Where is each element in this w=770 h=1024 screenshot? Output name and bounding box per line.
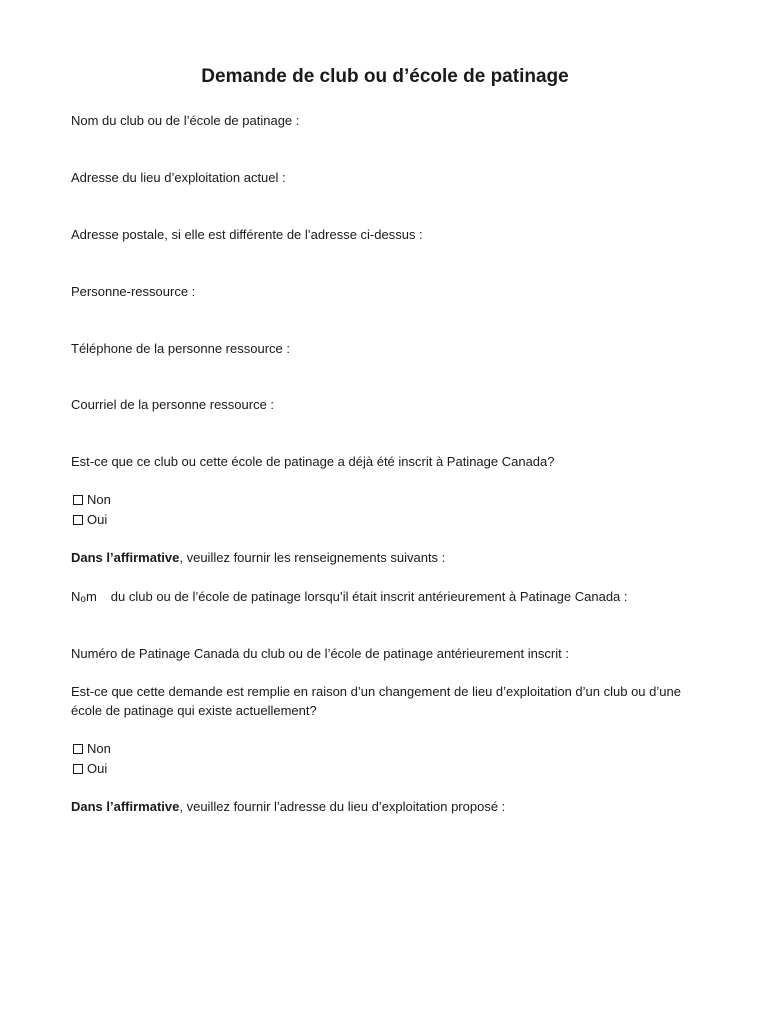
mailing-address-label: Adresse postale, si elle est différente de l’adresse ci-dessus : xyxy=(71,227,423,242)
option-no-row[interactable] xyxy=(73,490,111,509)
option-yes-row[interactable] xyxy=(73,510,107,529)
contact-phone-label: Téléphone de la personne ressource : xyxy=(71,341,290,356)
option-no-label: Non xyxy=(87,492,111,507)
contact-email-label: Courriel de la personne ressource : xyxy=(71,397,275,412)
option-no-label-2: Non xyxy=(87,741,111,756)
current-address-label: Adresse du lieu d’exploitation actuel : xyxy=(71,170,286,185)
if-yes-instructions-2 xyxy=(71,797,710,816)
contact-person-label: Personne-ressource : xyxy=(71,284,196,299)
checkbox-yes-2[interactable] xyxy=(73,764,83,774)
checkbox-no[interactable] xyxy=(73,495,83,505)
if-yes-rest-2: , veuillez fournir l’adresse du lieu d’exploitation proposé : xyxy=(179,799,506,814)
option-no-row-2[interactable] xyxy=(73,739,111,758)
if-yes-bold: Dans l’affirmative xyxy=(71,550,180,565)
checkbox-yes[interactable] xyxy=(73,515,83,525)
if-yes-instructions xyxy=(71,548,710,567)
if-yes-rest: , veuillez fournir les renseignements suivants : xyxy=(179,550,446,565)
previous-name-n: N xyxy=(71,589,81,604)
question-location-change: Est-ce que cette demande est remplie en raison d’un changement de lieu d’exploitation d’un club ou d’une école de patinage qui existe actuellement? xyxy=(71,684,681,718)
checkbox-no-2[interactable] xyxy=(73,744,83,754)
option-yes-label: Oui xyxy=(87,512,108,527)
if-yes-bold-2: Dans l’affirmative xyxy=(71,799,180,814)
option-yes-label-2: Oui xyxy=(87,761,108,776)
club-name-label: Nom du club ou de l’école de patinage : xyxy=(71,113,300,128)
previous-name-o: o xyxy=(80,594,86,605)
option-yes-row-2[interactable] xyxy=(73,759,107,778)
previous-number-label: Numéro de Patinage Canada du club ou de l’école de patinage antérieurement inscrit : xyxy=(71,646,569,661)
previous-name-rest: du club ou de l’école de patinage lorsqu’il était inscrit antérieurement à Patinage Canada : xyxy=(110,589,628,604)
page-title: Demande de club ou d’école de patinage xyxy=(201,66,569,87)
previous-name-label xyxy=(71,587,710,609)
question-previously-registered: Est-ce que ce club ou cette école de patinage a déjà été inscrit à Patinage Canada? xyxy=(71,454,555,469)
previous-name-m: m xyxy=(85,589,97,604)
